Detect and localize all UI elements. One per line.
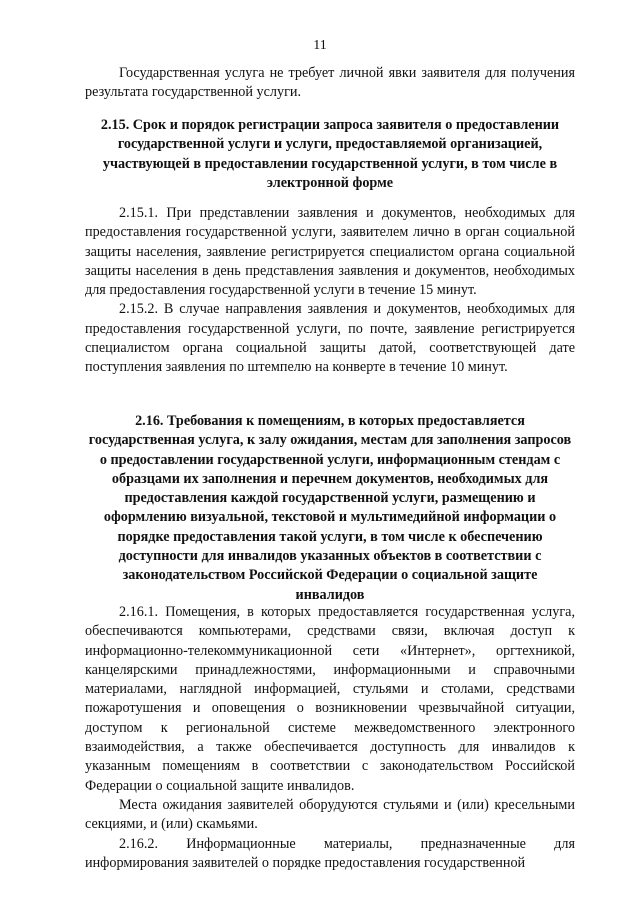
paragraph-2-16-1: 2.16.1. Помещения, в которых предоставляется государственная услуга, обеспечиваются компьютерами, средствами связи, включая доступ к информационно-телекоммуникационной сети «Интернет», оргтехникой, канцелярскими принадлежностями, информационными и справочными материалами, наглядной информацией, стульями и столами, средствами пожаротушения и оповещения о возникновении чрезвычайной ситуации, доступом к региональной системе межведомственного электронного взаимодействия, а также обеспечивается доступность для инвалидов к указанным помещениям в соответствии с законодательством Российской Федерации о социальной защите инвалидов.	[85, 604, 575, 794]
section-2-16-heading: 2.16. Требования к помещениям, в которых предоставляется государственная услуга, к залу ожидания, местам для заполнения запросов о предоставлении государственной услуги, информационным стендам с образцами их заполнения и перечнем документов, необходимых для предоставления каждой государственной услуги, размещению и оформлению визуальной, текстовой и мультимедийной информации о порядке предоставления такой услуги, в том числе к обеспечению доступности для инвалидов указанных объектов в соответствии с законодательством Российской Федерации о социальной защите инвалидов	[88, 413, 572, 603]
paragraph-2-15-1: 2.15.1. При представлении заявления и документов, необходимых для предоставления государственной услуги, заявителем лично в орган социальной защиты населения, заявление регистрируется специалистом органа социальной защиты населения в день представления заявления и документов, необходимых для предоставления государственной услуги в течение 15 минут.	[85, 205, 575, 299]
intro-paragraph: Государственная услуга не требует личной явки заявителя для получения результата государственной услуги.	[85, 65, 575, 101]
page-number: 11	[313, 38, 327, 53]
intro-block	[85, 64, 575, 103]
paragraph-2-15-2: 2.15.2. В случае направления заявления и документов, необходимых для предоставления государственной услуги, по почте, заявление регистрируется специалистом органа социальной защиты датой, соответствующей дате поступления заявления по штемпелю на конверте в течение 10 минут.	[85, 301, 575, 376]
section-2-15-body	[85, 204, 575, 378]
section-2-15-heading-block	[85, 116, 575, 193]
section-2-16-heading-block	[88, 412, 572, 605]
section-2-15-heading: 2.15. Срок и порядок регистрации запроса заявителя о предоставлении государственной услуги и услуги, предоставляемой организацией, участвующей в предоставлении государственной услуги, в том числе в электронной форме	[100, 117, 560, 191]
section-2-16-body	[85, 603, 575, 873]
paragraph-2-16-2: 2.16.2. Информационные материалы, предназначенные для информирования заявителей о порядке предоставления государственной	[85, 835, 575, 871]
paragraph-2-16-waiting-places: Места ожидания заявителей оборудуются стульями и (или) кресельными секциями, и (или) скамьями.	[85, 796, 575, 833]
